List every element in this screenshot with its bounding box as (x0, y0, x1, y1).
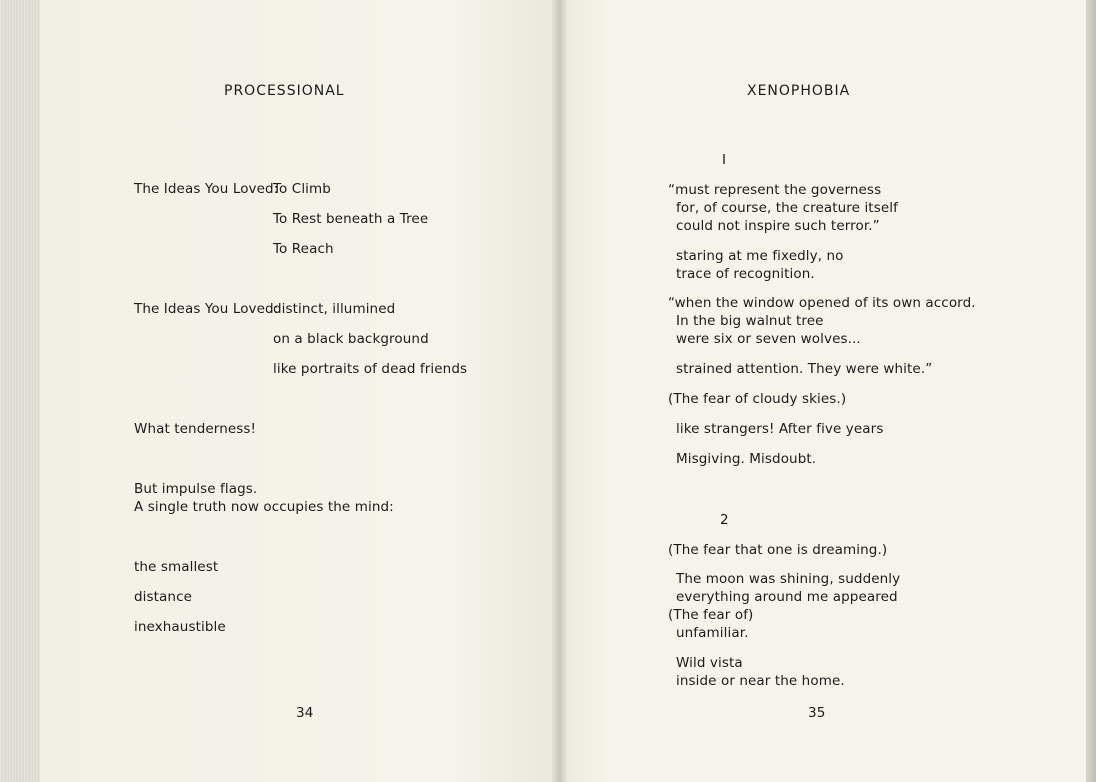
poem-line: staring at me fixedly, no (676, 248, 844, 264)
left-page (40, 0, 552, 782)
final-item: inexhaustible (134, 619, 226, 635)
poem-line: The moon was shining, suddenly (676, 571, 901, 587)
right-page-edge (1086, 0, 1096, 782)
poem-line: strained attention. They were white.” (676, 361, 933, 377)
poem-line: In the big walnut tree (676, 313, 824, 329)
stanza2-item: on a black background (273, 331, 429, 347)
poem-line: like strangers! After five years (676, 421, 884, 437)
poem-line: were six or seven wolves... (676, 331, 861, 347)
line-tenderness: What tenderness! (134, 421, 257, 437)
stanza2-item: like portraits of dead friends (273, 361, 468, 377)
stanza1-item: To Reach (273, 241, 334, 257)
poem-title-processional: PROCESSIONAL (224, 83, 345, 99)
section-number: 2 (720, 512, 729, 528)
page-edges (0, 0, 40, 782)
final-item: distance (134, 589, 193, 605)
poem-line: Wild vista (676, 655, 743, 671)
poem-line: trace of recognition. (676, 266, 815, 282)
line-impulse: But impulse flags. (134, 481, 258, 497)
poem-line: (The fear of cloudy skies.) (668, 391, 847, 407)
poem-line: could not inspire such terror.” (676, 218, 880, 234)
poem-line: inside or near the home. (676, 673, 845, 689)
poem-line: “must represent the governess (668, 182, 882, 198)
poem-line: “when the window opened of its own accord. (668, 295, 976, 311)
poem-line: unfamiliar. (676, 625, 749, 641)
stanza2-label: The Ideas You Loved: (134, 301, 279, 317)
stanza1-item: To Climb (273, 181, 331, 197)
poem-line: for, of course, the creature itself (676, 200, 898, 216)
page-number-right: 35 (808, 705, 826, 721)
poem-line: Misgiving. Misdoubt. (676, 451, 817, 467)
poem-line: everything around me appeared (676, 589, 898, 605)
page-number-left: 34 (296, 705, 314, 721)
final-item: the smallest (134, 559, 219, 575)
stanza1-label: The Ideas You Loved: (134, 181, 279, 197)
section-number: I (722, 152, 727, 168)
book-gutter (552, 0, 568, 782)
poem-line: (The fear that one is dreaming.) (668, 542, 888, 558)
stanza1-item: To Rest beneath a Tree (273, 211, 429, 227)
stanza2-item: distinct, illumined (273, 301, 396, 317)
poem-title-xenophobia: XENOPHOBIA (747, 83, 851, 99)
line-single-truth: A single truth now occupies the mind: (134, 499, 394, 515)
poem-line: (The fear of) (668, 607, 754, 623)
